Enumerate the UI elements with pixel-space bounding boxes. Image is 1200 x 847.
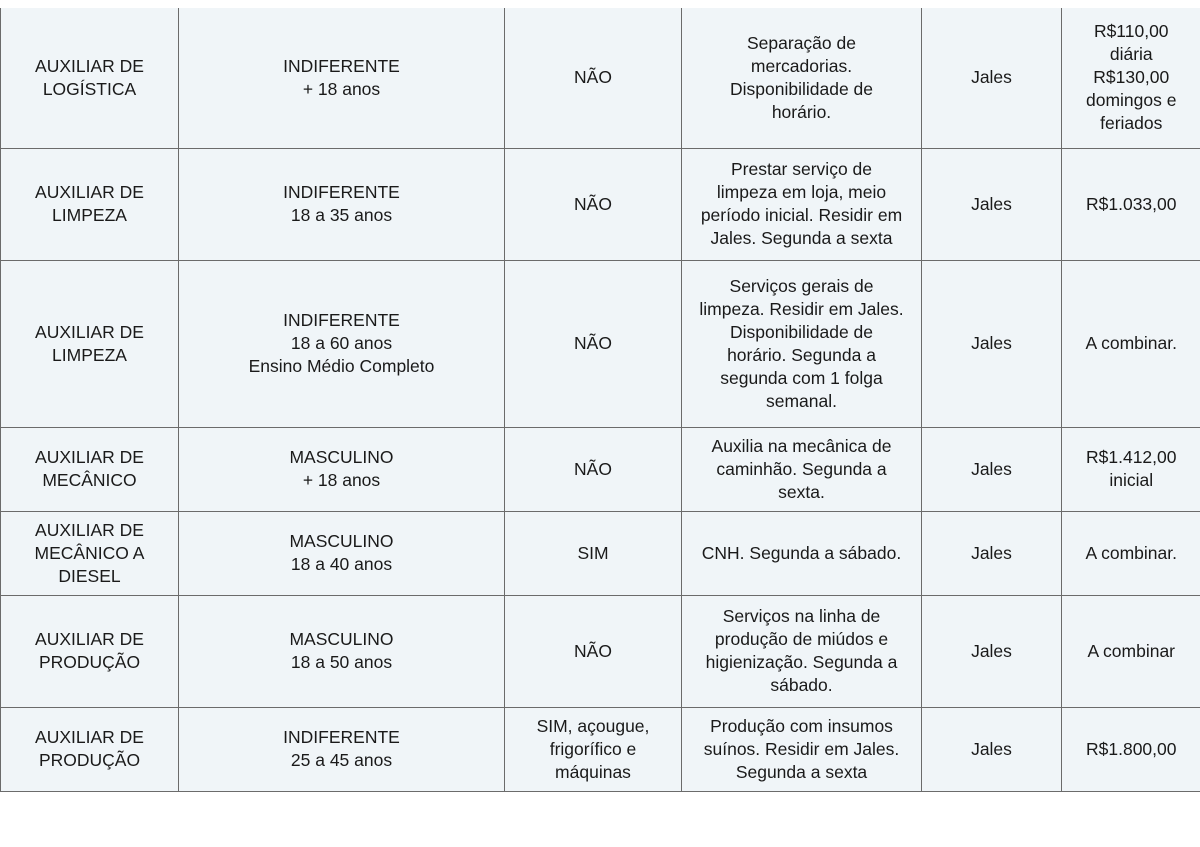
- experience-cell: NÃO: [505, 148, 682, 260]
- table-row: [1, 427, 1200, 511]
- job-title-cell: AUXILIAR DE PRODUÇÃO: [1, 595, 179, 707]
- city-cell: Jales: [922, 427, 1062, 511]
- description-cell: Serviços na linha de produção de miúdos e higienização. Segunda a sábado.: [682, 595, 922, 707]
- job-title-cell: AUXILIAR DE MECÂNICO A DIESEL: [1, 511, 179, 595]
- job-title-cell: AUXILIAR DE LIMPEZA: [1, 148, 179, 260]
- requirements-cell: MASCULINO 18 a 50 anos: [179, 595, 505, 707]
- city-cell: Jales: [922, 595, 1062, 707]
- job-title-cell: AUXILIAR DE MECÂNICO: [1, 427, 179, 511]
- description-cell: Serviços gerais de limpeza. Residir em Jales. Disponibilidade de horário. Segunda a segunda com 1 folga semanal.: [682, 260, 922, 427]
- requirements-cell: INDIFERENTE 18 a 60 anos Ensino Médio Completo: [179, 260, 505, 427]
- description-cell: Produção com insumos suínos. Residir em Jales. Segunda a sexta: [682, 707, 922, 791]
- city-cell: Jales: [922, 707, 1062, 791]
- requirements-cell: INDIFERENTE 25 a 45 anos: [179, 707, 505, 791]
- salary-cell: R$1.412,00 inicial: [1062, 427, 1200, 511]
- job-listings-table-wrapper: [0, 8, 1200, 792]
- salary-cell: R$1.033,00: [1062, 148, 1200, 260]
- experience-cell: SIM: [505, 511, 682, 595]
- table-row: [1, 8, 1200, 148]
- city-cell: Jales: [922, 260, 1062, 427]
- experience-cell: NÃO: [505, 427, 682, 511]
- table-row: [1, 260, 1200, 427]
- description-cell: Separação de mercadorias. Disponibilidade de horário.: [682, 8, 922, 148]
- table-row: [1, 511, 1200, 595]
- table-row: [1, 707, 1200, 791]
- table-row: [1, 595, 1200, 707]
- salary-cell: A combinar: [1062, 595, 1200, 707]
- city-cell: Jales: [922, 148, 1062, 260]
- experience-cell: SIM, açougue, frigorífico e máquinas: [505, 707, 682, 791]
- requirements-cell: MASCULINO 18 a 40 anos: [179, 511, 505, 595]
- job-title-cell: AUXILIAR DE LOGÍSTICA: [1, 8, 179, 148]
- description-cell: Prestar serviço de limpeza em loja, meio período inicial. Residir em Jales. Segunda a sexta: [682, 148, 922, 260]
- salary-cell: A combinar.: [1062, 260, 1200, 427]
- description-cell: Auxilia na mecânica de caminhão. Segunda a sexta.: [682, 427, 922, 511]
- requirements-cell: INDIFERENTE + 18 anos: [179, 8, 505, 148]
- table-row: [1, 148, 1200, 260]
- experience-cell: NÃO: [505, 595, 682, 707]
- city-cell: Jales: [922, 8, 1062, 148]
- requirements-cell: INDIFERENTE 18 a 35 anos: [179, 148, 505, 260]
- city-cell: Jales: [922, 511, 1062, 595]
- salary-cell: R$110,00 diária R$130,00 domingos e feriados: [1062, 8, 1200, 148]
- requirements-cell: MASCULINO + 18 anos: [179, 427, 505, 511]
- salary-cell: A combinar.: [1062, 511, 1200, 595]
- job-title-cell: AUXILIAR DE PRODUÇÃO: [1, 707, 179, 791]
- experience-cell: NÃO: [505, 8, 682, 148]
- salary-cell: R$1.800,00: [1062, 707, 1200, 791]
- job-listings-table: [0, 8, 1200, 792]
- job-title-cell: AUXILIAR DE LIMPEZA: [1, 260, 179, 427]
- experience-cell: NÃO: [505, 260, 682, 427]
- description-cell: CNH. Segunda a sábado.: [682, 511, 922, 595]
